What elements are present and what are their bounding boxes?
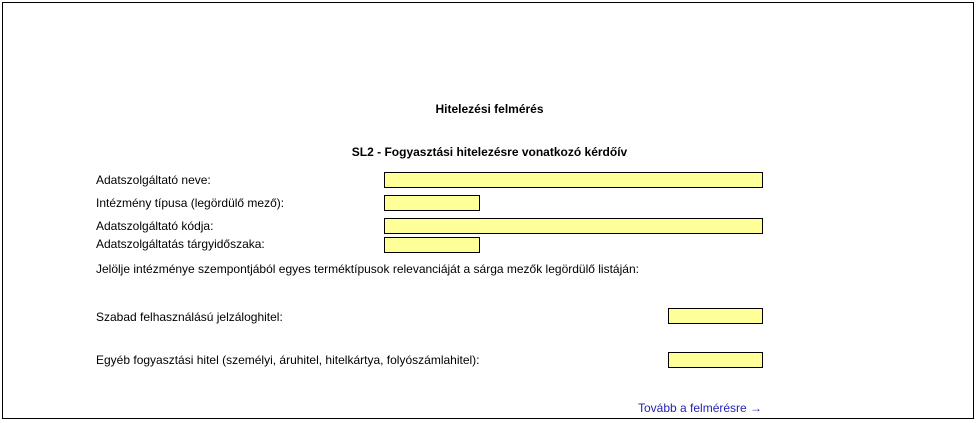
free-use-mortgage-select[interactable] — [668, 308, 763, 324]
reporting-period-field[interactable] — [384, 237, 480, 253]
other-consumer-credit-label: Egyéb fogyasztási hitel (személyi, áruhitel, hitelkártya, folyószámlahitel): — [96, 353, 480, 367]
provider-name-label: Adatszolgáltató neve: — [96, 173, 211, 187]
page-title: Hitelezési felmérés — [435, 102, 544, 116]
other-consumer-credit-select[interactable] — [668, 352, 763, 368]
form-subtitle: SL2 - Fogyasztási hitelezésre vonatkozó kérdőív — [351, 145, 628, 159]
free-use-mortgage-label: Szabad felhasználású jelzáloghitel: — [96, 310, 283, 324]
next-survey-link[interactable]: Tovább a felmérésre → — [638, 401, 763, 415]
reporting-period-label: Adatszolgáltatás tárgyidőszaka: — [96, 237, 265, 251]
provider-code-label: Adatszolgáltató kódja: — [96, 219, 214, 233]
institution-type-label: Intézmény típusa (legördülő mező): — [96, 196, 285, 210]
provider-code-field[interactable] — [384, 218, 763, 234]
relevance-instruction: Jelölje intézménye szempontjából egyes terméktípusok relevanciáját a sárga mezők legördülő listáján: — [96, 262, 639, 276]
institution-type-select[interactable] — [384, 195, 480, 211]
provider-name-field[interactable] — [384, 172, 763, 188]
